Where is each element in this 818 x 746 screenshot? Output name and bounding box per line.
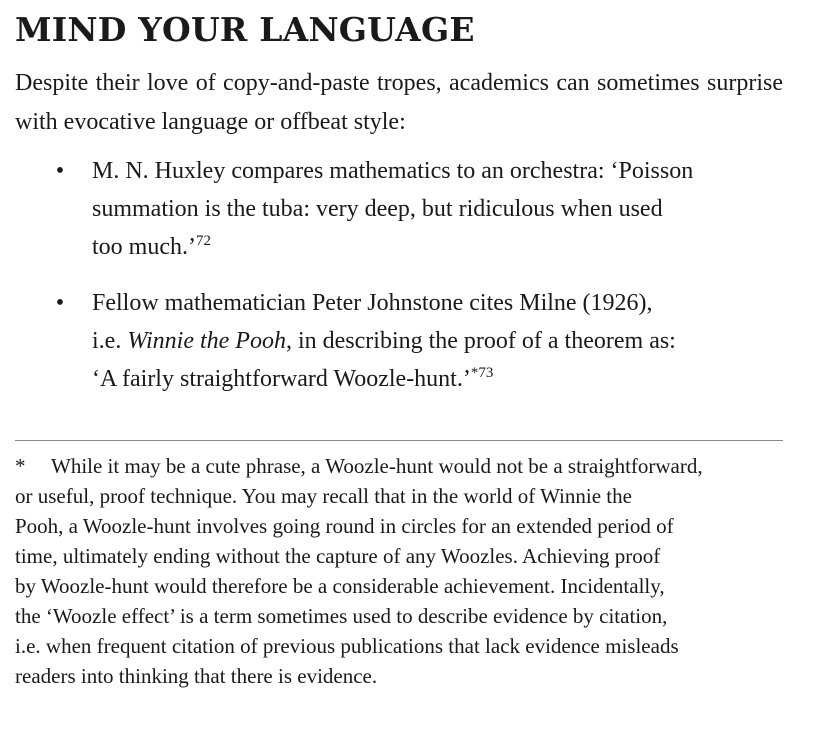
list-item-line-text: ‘A fairly straightforward Woozle-hunt.’: [92, 366, 471, 392]
list-item-text: , in describing the proof of a theorem as:: [285, 328, 676, 354]
list-item-huxley: [15, 152, 783, 266]
footnote-line: or useful, proof technique. You may recall that in the world of Winnie the: [15, 484, 632, 508]
quote-list: [15, 152, 783, 398]
bullet-marker: •: [55, 290, 65, 316]
list-item-johnstone: [15, 284, 783, 398]
footnote-reference-73: *73: [470, 365, 494, 381]
footnote-line: readers into thinking that there is evidence.: [15, 664, 378, 688]
list-item-line: summation is the tuba: very deep, but ridiculous when used: [92, 196, 663, 222]
list-item-line-text: too much.’: [92, 234, 196, 260]
section-heading: MIND YOUR LANGUAGE: [15, 10, 475, 49]
document-page: [15, 0, 783, 691]
intro-paragraph: Despite their love of copy-and-paste tropes, academics can sometimes surprise with evocative language or offbeat style:: [15, 70, 783, 135]
footnote-text: While it may be a cute phrase, a Woozle-hunt would not be a straightforward,: [51, 454, 703, 478]
footnote-divider: [15, 440, 783, 441]
list-item-line: [92, 322, 783, 360]
book-title: Winnie the Pooh: [127, 328, 286, 354]
footnote-marker: *: [15, 454, 26, 478]
footnote-line: by Woozle-hunt would therefore be a considerable achievement. Incidentally,: [15, 574, 665, 598]
bullet-marker: •: [55, 158, 65, 184]
footnote-line: Pooh, a Woozle-hunt involves going round in circles for an extended period of: [15, 514, 674, 538]
list-item-text: i.e.: [92, 328, 128, 354]
footnote-line: i.e. when frequent citation of previous publications that lack evidence misleads: [15, 634, 679, 658]
list-item-line: Fellow mathematician Peter Johnstone cites Milne (1926),: [92, 290, 653, 316]
list-item-line: M. N. Huxley compares mathematics to an orchestra: ‘Poisson: [92, 158, 694, 184]
footnote-reference-72: 72: [195, 233, 211, 249]
footnote: [15, 451, 783, 691]
footnote-line: [15, 451, 783, 481]
list-item-line: [92, 228, 783, 266]
footnote-line: the ‘Woozle effect’ is a term sometimes used to describe evidence by citation,: [15, 604, 668, 628]
list-item-line: [92, 360, 783, 398]
footnote-line: time, ultimately ending without the capture of any Woozles. Achieving proof: [15, 544, 661, 568]
